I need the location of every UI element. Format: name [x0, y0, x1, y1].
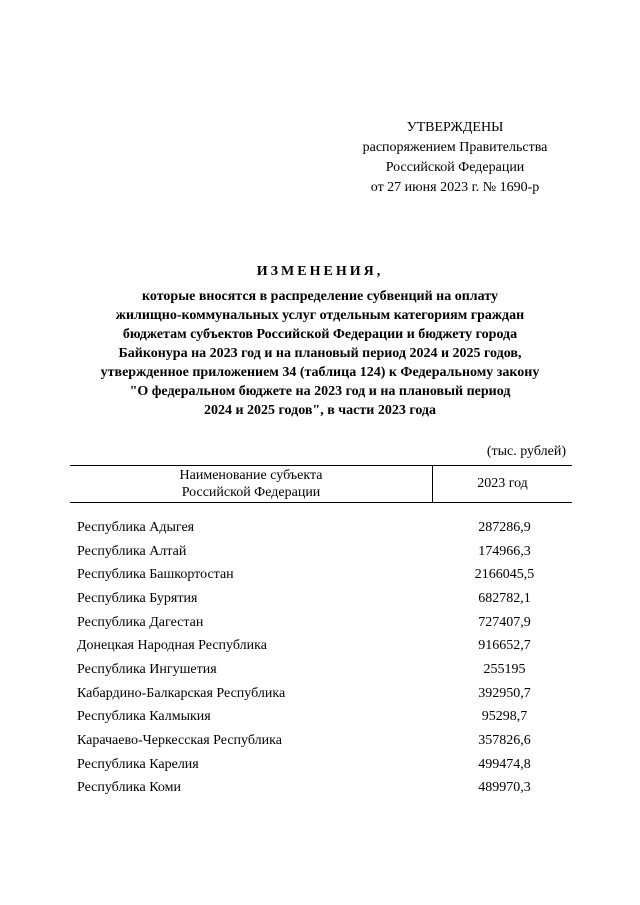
region-name: Карачаево-Черкесская Республика [77, 733, 282, 749]
region-name: Республика Бурятия [77, 590, 198, 606]
table-row [77, 658, 577, 682]
region-name: Республика Алтай [77, 543, 187, 559]
table-row [77, 753, 577, 777]
table-body [77, 516, 577, 800]
approval-heading: УТВЕРЖДЕНЫ [406, 120, 504, 135]
table-row [77, 516, 577, 540]
region-name: Республика Карелия [77, 756, 199, 772]
document-subtitle [60, 287, 580, 420]
units-label: (тыс. рублей) [486, 444, 566, 459]
region-name: Республика Калмыкия [77, 709, 211, 725]
table-row [77, 777, 577, 801]
region-value: 2166045,5 [474, 567, 535, 583]
region-name: Кабардино-Балкарская Республика [77, 685, 286, 701]
subtitle-line: "О федеральном бюджете на 2023 год и на плановый период [129, 384, 511, 399]
region-name: Республика Дагестан [77, 614, 204, 630]
region-name: Донецкая Народная Республика [77, 638, 267, 654]
approval-line: Российской Федерации [385, 160, 525, 175]
region-value: 499474,8 [478, 756, 531, 772]
region-value: 392950,7 [478, 685, 531, 701]
table-row [77, 563, 577, 587]
region-value: 682782,1 [478, 590, 531, 606]
region-name: Республика Коми [77, 780, 181, 796]
region-value: 287286,9 [478, 519, 531, 535]
header-region-name [70, 466, 433, 502]
table-row [77, 706, 577, 730]
region-name: Республика Ингушетия [77, 661, 217, 677]
subtitle-line: жилищно-коммунальных услуг отдельным категориям граждан [115, 308, 525, 323]
region-name: Республика Адыгея [77, 519, 195, 535]
subtitle-line: Байконура на 2023 год и на плановый период 2024 и 2025 годов, [118, 346, 522, 361]
region-value: 174966,3 [478, 543, 531, 559]
region-value: 255195 [483, 661, 526, 677]
header-name-line: Наименование субъекта [179, 468, 323, 483]
header-name-line: Российской Федерации [181, 485, 321, 500]
subtitle-line: утвержденное приложением 34 (таблица 124) к Федеральному закону [100, 365, 540, 380]
approval-date: от 27 июня 2023 г. № 1690-р [370, 180, 540, 195]
table-row [77, 587, 577, 611]
table-row [77, 540, 577, 564]
approval-line: распоряжением Правительства [362, 140, 548, 155]
subtitle-line: 2024 и 2025 годов", в части 2023 года [203, 403, 437, 418]
subtitle-line: которые вносятся в распределение субвенций на оплату [142, 289, 498, 304]
table-row [77, 682, 577, 706]
region-value: 727407,9 [478, 614, 531, 630]
region-name: Республика Башкортостан [77, 567, 234, 583]
table-header [70, 465, 572, 503]
approval-block [340, 118, 570, 198]
region-value: 916652,7 [478, 638, 531, 654]
table-row [77, 729, 577, 753]
region-value: 95298,7 [481, 709, 528, 725]
subtitle-line: бюджетам субъектов Российской Федерации и бюджету города [122, 327, 518, 342]
document-title: ИЗМЕНЕНИЯ, [256, 264, 384, 279]
region-value: 489970,3 [478, 780, 531, 796]
header-year: 2023 год [477, 476, 528, 491]
region-value: 357826,6 [478, 733, 531, 749]
table-row [77, 611, 577, 635]
table-row [77, 634, 577, 658]
